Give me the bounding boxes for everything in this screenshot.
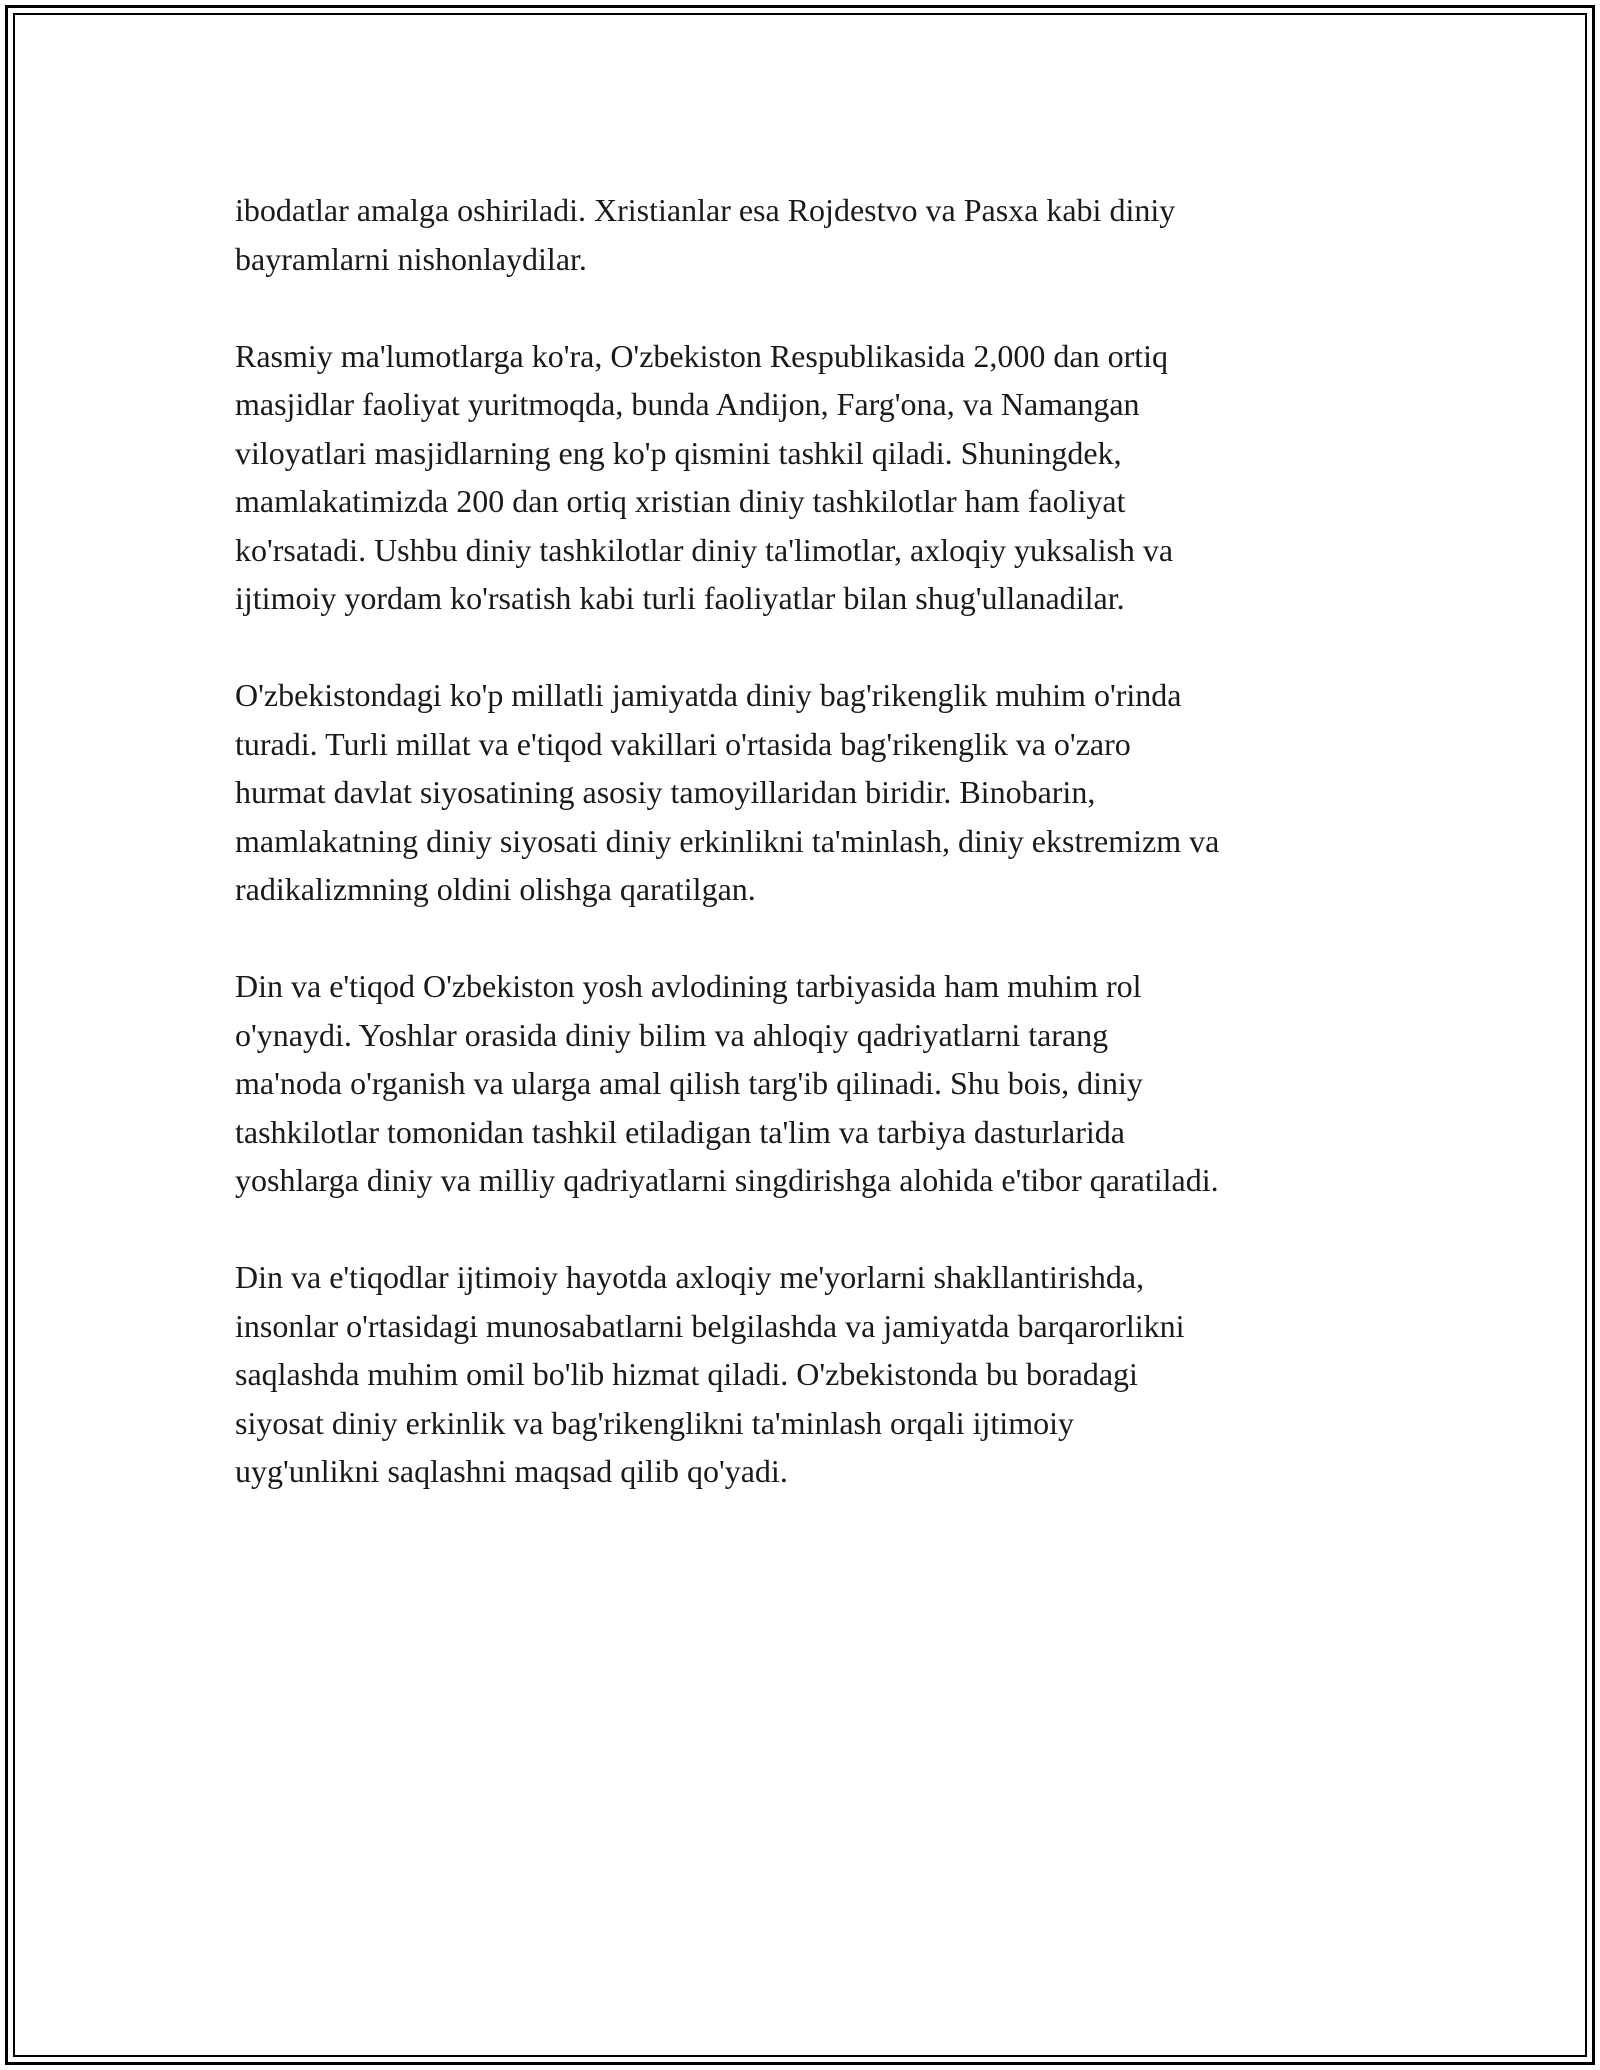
document-body (235, 186, 1385, 1544)
paragraph-religious-tolerance: O'zbekistondagi ko'p millatli jamiyatda diniy bag'rikenglik muhim o'rinda turadi. Turli millat va e'tiqod vakillari o'rtasida bag'rikenglik va o'zaro hurmat davlat siyosatining asosiy tamoyillaridan biridir. Binobarin, mamlakatning diniy siyosati diniy erkinlikni ta'minlash, diniy ekstremizm va radikalizmning oldini olishga qaratilgan. (235, 677, 1220, 907)
paragraph-youth-education: Din va e'tiqod O'zbekiston yosh avlodining tarbiyasida ham muhim rol o'ynaydi. Yoshlar orasida diniy bilim va ahloqiy qadriyatlarni tarang ma'noda o'rganish va ularga amal qilish targ'ib qilinadi. Shu bois, diniy tashkilotlar tomonidan tashkil etiladigan ta'lim va tarbiya dasturlarida yoshlarga diniy va milliy qadriyatlarni singdirishga alohida e'tibor qaratiladi. (235, 968, 1219, 1198)
paragraph-religious-organizations: Rasmiy ma'lumotlarga ko'ra, O'zbekiston Respublikasida 2,000 dan ortiq masjidlar faoliyat yuritmoqda, bunda Andijon, Farg'ona, va Namangan viloyatlari masjidlarning eng ko'p qismini tashkil qiladi. Shuningdek, mamlakatimizda 200 dan ortiq xristian diniy tashkilotlar ham faoliyat ko'rsatadi. Ushbu diniy tashkilotlar diniy ta'limotlar, axloqiy yuksalish va ijtimoiy yordam ko'rsatish kabi turli faoliyatlar bilan shug'ullanadilar. (235, 337, 1174, 616)
paragraph-social-harmony: Din va e'tiqodlar ijtimoiy hayotda axloqiy me'yorlarni shakllantirishda, insonlar o'rtasidagi munosabatlarni belgilashda va jamiyatda barqarorlikni saqlashda muhim omil bo'lib hizmat qiladi. O'zbekistonda bu boradagi siyosat diniy erkinlik va bag'rikenglikni ta'minlash orqali ijtimoiy uyg'unlikni saqlashni maqsad qilib qo'yadi. (235, 1259, 1185, 1489)
paragraph-religious-holidays: ibodatlar amalga oshiriladi. Xristianlar esa Rojdestvo va Pasxa kabi diniy bayramlarni nishonlaydilar. (235, 192, 1176, 277)
